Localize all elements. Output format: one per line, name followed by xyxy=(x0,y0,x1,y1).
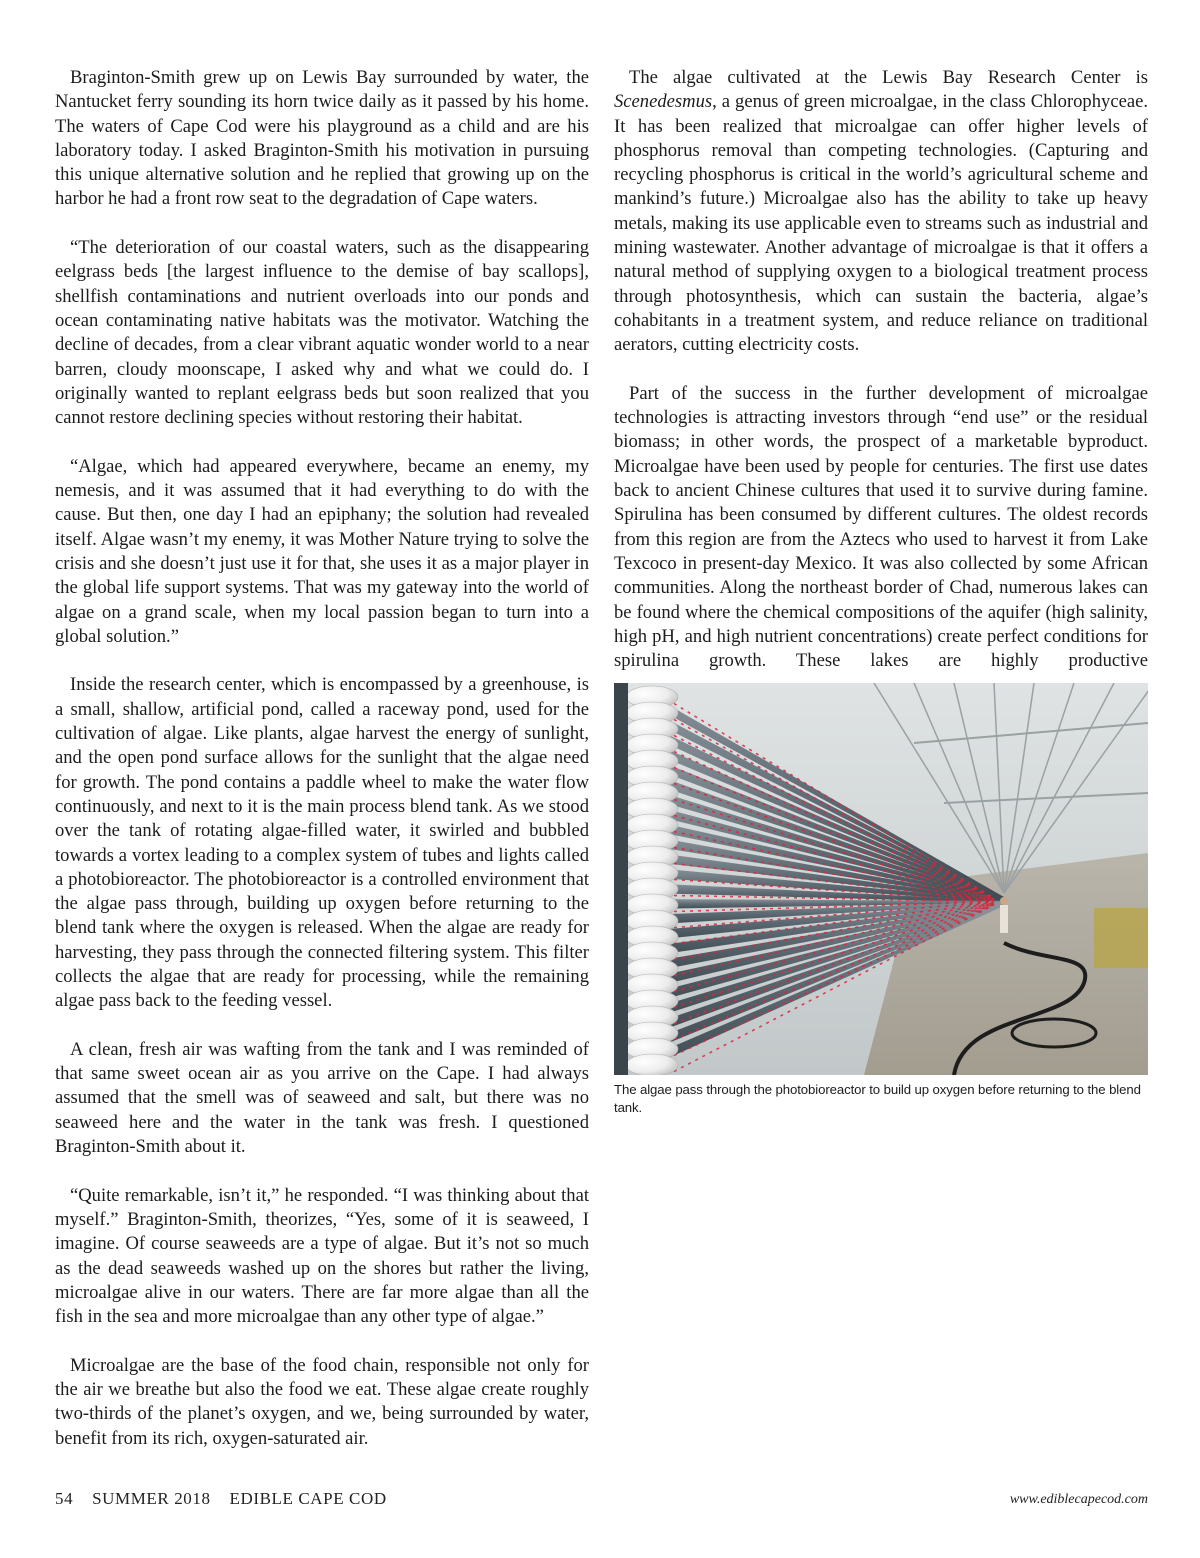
page-footer xyxy=(55,1489,401,1509)
paragraph-rest: , a genus of green microalgae, in the class Chlorophyceae. It has been realized that microalgae can offer higher levels of phosphorus removal than competing technologies. (Capturing and recycling phosphorus is critical in the world’s agricultural scheme and mankind’s future.) Microalgae also has the ability to take up heavy metals, making its use applicable even to streams such as industrial and mining wastewater. Another advantage of microalgae is that it offers a natural method of supplying oxygen to a biological treatment process through photosynthesis, which can sustain the bacteria, algae’s cohabitants in a treatment system, and reduce reliance on traditional aerators, cutting electricity costs. xyxy=(614,91,1148,356)
left-text-column xyxy=(55,66,589,1451)
body-paragraph: “The deterioration of our coastal waters, such as the disappearing eelgrass beds [the largest influence to the demise of bay scallops], shellfish contaminations and nutrient overloads into our ponds and ocean contaminating native habitats was the motivator. Watching the decline of decades, from a clear vibrant aquatic wonder world to a near barren, cloudy moonscape, I asked why and what we could do. I originally wanted to replant eelgrass beds but soon realized that you cannot restore declining species without restoring their habitat. xyxy=(55,237,589,429)
worker-head xyxy=(1000,897,1008,905)
paragraph-lead: The algae cultivated at the Lewis Bay Research Center is xyxy=(629,67,1148,88)
issue-label: SUMMER 2018 xyxy=(92,1489,211,1508)
photobioreactor-photo xyxy=(614,683,1148,1075)
algae-tank xyxy=(1094,908,1148,968)
photobioreactor-illustration xyxy=(614,683,1148,1075)
body-paragraph xyxy=(614,66,1148,358)
body-paragraph: Braginton-Smith grew up on Lewis Bay surrounded by water, the Nantucket ferry sounding its horn twice daily as it passed by his home. The waters of Cape Cod were his playground as a child and are his laboratory today. I asked Braginton-Smith his motivation in pursuing this unique alternative solution and he replied that growing up on the harbor he had a front row seat to the degradation of Cape waters. xyxy=(55,67,589,210)
elbow-joints xyxy=(614,683,678,1075)
tube-edge xyxy=(614,683,628,1075)
worker-figure xyxy=(1000,905,1008,933)
publication-name: EDIBLE CAPE COD xyxy=(229,1489,387,1508)
body-paragraph: “Algae, which had appeared everywhere, became an enemy, my nemesis, and it was assumed that it had everything to do with the cause. But then, one day I had an epiphany; the solution had revealed itself. Algae wasn’t my enemy, it was Mother Nature trying to solve the crisis and she doesn’t just use it for that, she uses it as a major player in the global life support systems. That was my gateway into the world of algae on a grand scale, when my local passion began to turn into a global solution.” xyxy=(55,455,589,647)
body-paragraph: A clean, fresh air was wafting from the tank and I was reminded of that same sweet ocean air as you arrive on the Cape. I had always assumed that the smell was of seaweed and salt, but there was no seaweed here and the water in the tank was fresh. I questioned Braginton-Smith about it. xyxy=(55,1038,589,1158)
body-paragraph: Inside the research center, which is encompassed by a greenhouse, is a small, shallow, artificial pond, called a raceway pond, used for the cultivation of algae. Like plants, algae harvest the energy of sunlight, and the open pond surface allows for the sunlight that the algae need for growth. The pond contains a paddle wheel to make the water flow continuously, and next to it is the main process blend tank. As we stood over the tank of rotating algae-filled water, it swirled and bubbled towards a vortex leading to a complex system of tubes and lights called a photobioreactor. The photobioreactor is a controlled environment that the algae pass through, building up oxygen before returning to the blend tank where the oxygen is released. When the algae are ready for harvesting, they pass through the connected filtering system. This filter collects the algae that are ready for processing, while the remaining algae pass back to the feeding vessel. xyxy=(55,674,589,1012)
body-paragraph: Microalgae are the base of the food chain, responsible not only for the air we breathe but also the food we eat. These algae create roughly two-thirds of the planet’s oxygen, and we, being surrounded by water, benefit from its rich, oxygen-saturated air. xyxy=(55,1354,589,1449)
body-paragraph: Part of the success in the further development of microalgae technologies is attracting investors through “end use” or the residual biomass; in other words, the prospect of a marketable byproduct. Microalgae have been used by people for centuries. The first use dates back to ancient Chinese cultures that used it to survive during famine. Spirulina has been consumed by different cultures. The oldest records from this region are from the Aztecs who used to harvest it from Lake Texcoco in present-day Mexico. It was also collected by some African communities. Along the northeast border of Chad, numerous lakes can be found where the chemical compositions of the aquifer (high salinity, high pH, and high nutrient concentrations) create perfect conditions for spirulina growth. These lakes are highly productive xyxy=(614,382,1148,672)
genus-name: Scenedesmus xyxy=(614,91,713,113)
body-paragraph: “Quite remarkable, isn’t it,” he responded. “I was thinking about that myself.” Braginton-Smith, theorizes, “Yes, some of it is seaweed, I imagine. Of course seaweeds are a type of algae. But it’s not so much as the dead seaweeds washed up on the shores but rather the living, microalgae alive in our waters. There are far more algae than all the fish in the sea and more microalgae than any other type of algae.” xyxy=(55,1184,589,1328)
right-text-column xyxy=(614,66,1148,673)
page-number: 54 xyxy=(55,1489,74,1508)
elbow-joint xyxy=(626,1054,678,1075)
website-url[interactable]: www.ediblecapecod.com xyxy=(1009,1492,1148,1507)
photo-caption: The algae pass through the photobioreactor to build up oxygen before returning to the blend tank. xyxy=(614,1082,1141,1115)
